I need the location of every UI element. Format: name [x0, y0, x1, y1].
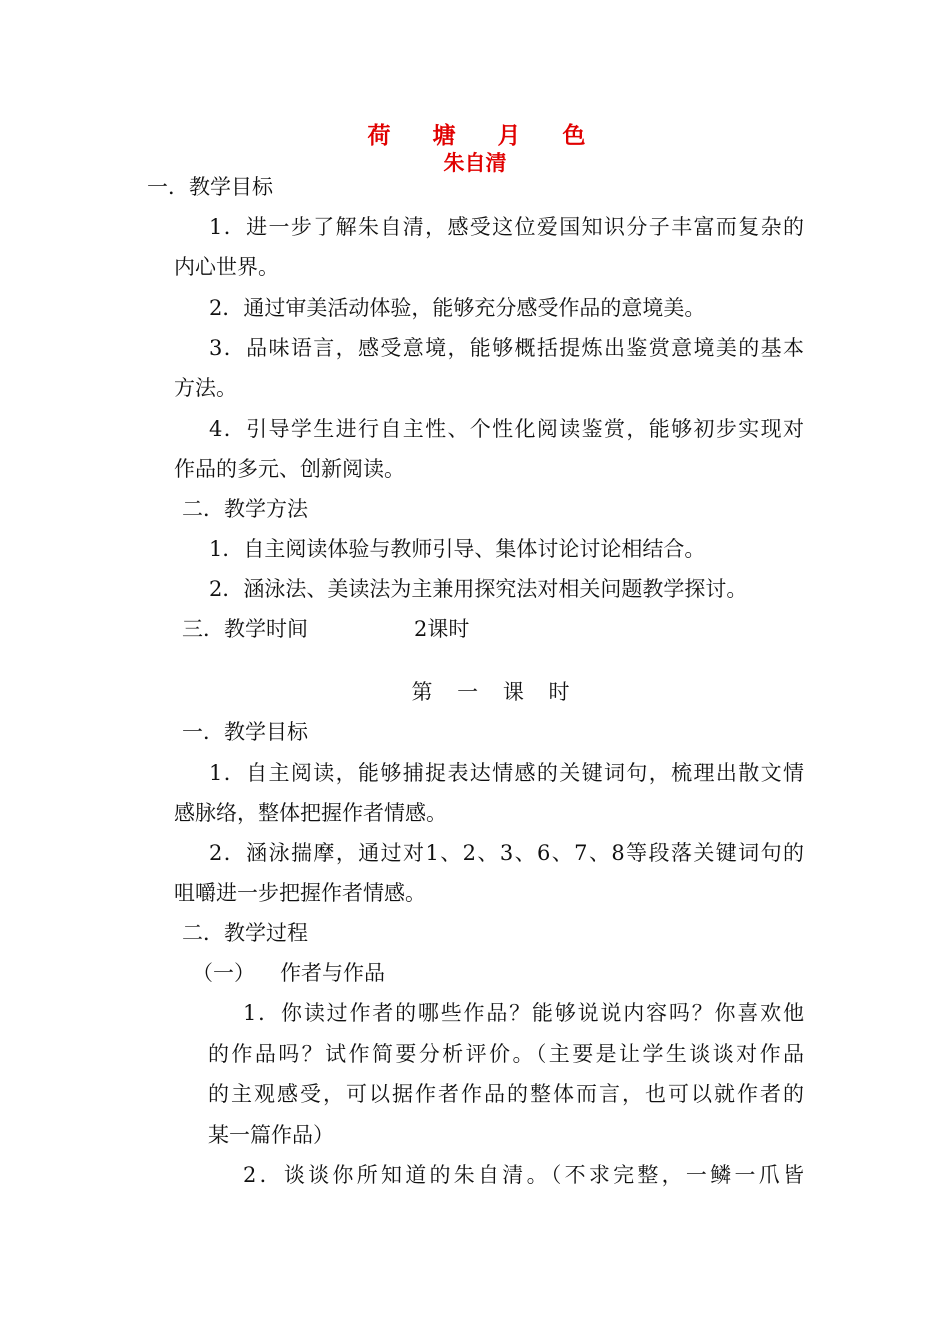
section-heading-process: 二．教学过程	[182, 921, 308, 945]
paragraph-line: 1．自主阅读体验与教师引导、集体讨论讨论相结合。	[209, 537, 706, 561]
paragraph-line: 作品的多元、创新阅读。	[174, 457, 405, 481]
paragraph-line: 2．通过审美活动体验，能够充分感受作品的意境美。	[209, 296, 706, 320]
lesson-title: 第 一 课 时	[411, 680, 579, 704]
section-heading-time: 三．教学时间	[182, 617, 308, 641]
paragraph-line: 2．涵泳法、美读法为主兼用探究法对相关问题教学探讨。	[209, 577, 748, 601]
paragraph-line: 内心世界。	[174, 255, 279, 279]
paragraph-line: 感脉络，整体把握作者情感。	[174, 801, 447, 825]
paragraph-line: 咀嚼进一步把握作者情感。	[174, 881, 426, 905]
subsection-title: 作者与作品	[280, 961, 385, 985]
section-heading-methods: 二．教学方法	[182, 497, 308, 521]
paragraph-line: 1．进一步了解朱自清，感受这位爱国知识分子丰富而复杂的	[209, 215, 804, 239]
section-heading-goals: 一．教学目标	[147, 175, 273, 199]
paragraph-line: 2．涵泳揣摩，通过对1、2、3、6、7、8等段落关键词句的	[209, 841, 804, 865]
document-author: 朱自清	[443, 151, 507, 175]
paragraph-line: 某一篇作品）	[208, 1123, 334, 1147]
paragraph-line: 3．品味语言，感受意境，能够概括提炼出鉴赏意境美的基本	[209, 336, 804, 360]
paragraph-line: 的主观感受，可以据作者作品的整体而言，也可以就作者的	[208, 1082, 804, 1106]
paragraph-line: 1．你读过作者的哪些作品？能够说说内容吗？你喜欢他	[243, 1001, 804, 1025]
paragraph-line: 2．谈谈你所知道的朱自清。（不求完整，一鳞一爪皆	[243, 1163, 804, 1187]
paragraph-line: 方法。	[174, 376, 237, 400]
document-title: 荷 塘 月 色	[367, 123, 603, 149]
paragraph-line: 的作品吗？试作简要分析评价。（主要是让学生谈谈对作品	[208, 1042, 804, 1066]
paragraph-line: 4．引导学生进行自主性、个性化阅读鉴赏，能够初步实现对	[209, 417, 804, 441]
subsection-marker: （一）	[192, 961, 255, 985]
time-value: 2课时	[414, 617, 470, 641]
paragraph-line: 1．自主阅读，能够捕捉表达情感的关键词句，梳理出散文情	[209, 761, 804, 785]
section-heading-lesson-goals: 一．教学目标	[182, 720, 308, 744]
